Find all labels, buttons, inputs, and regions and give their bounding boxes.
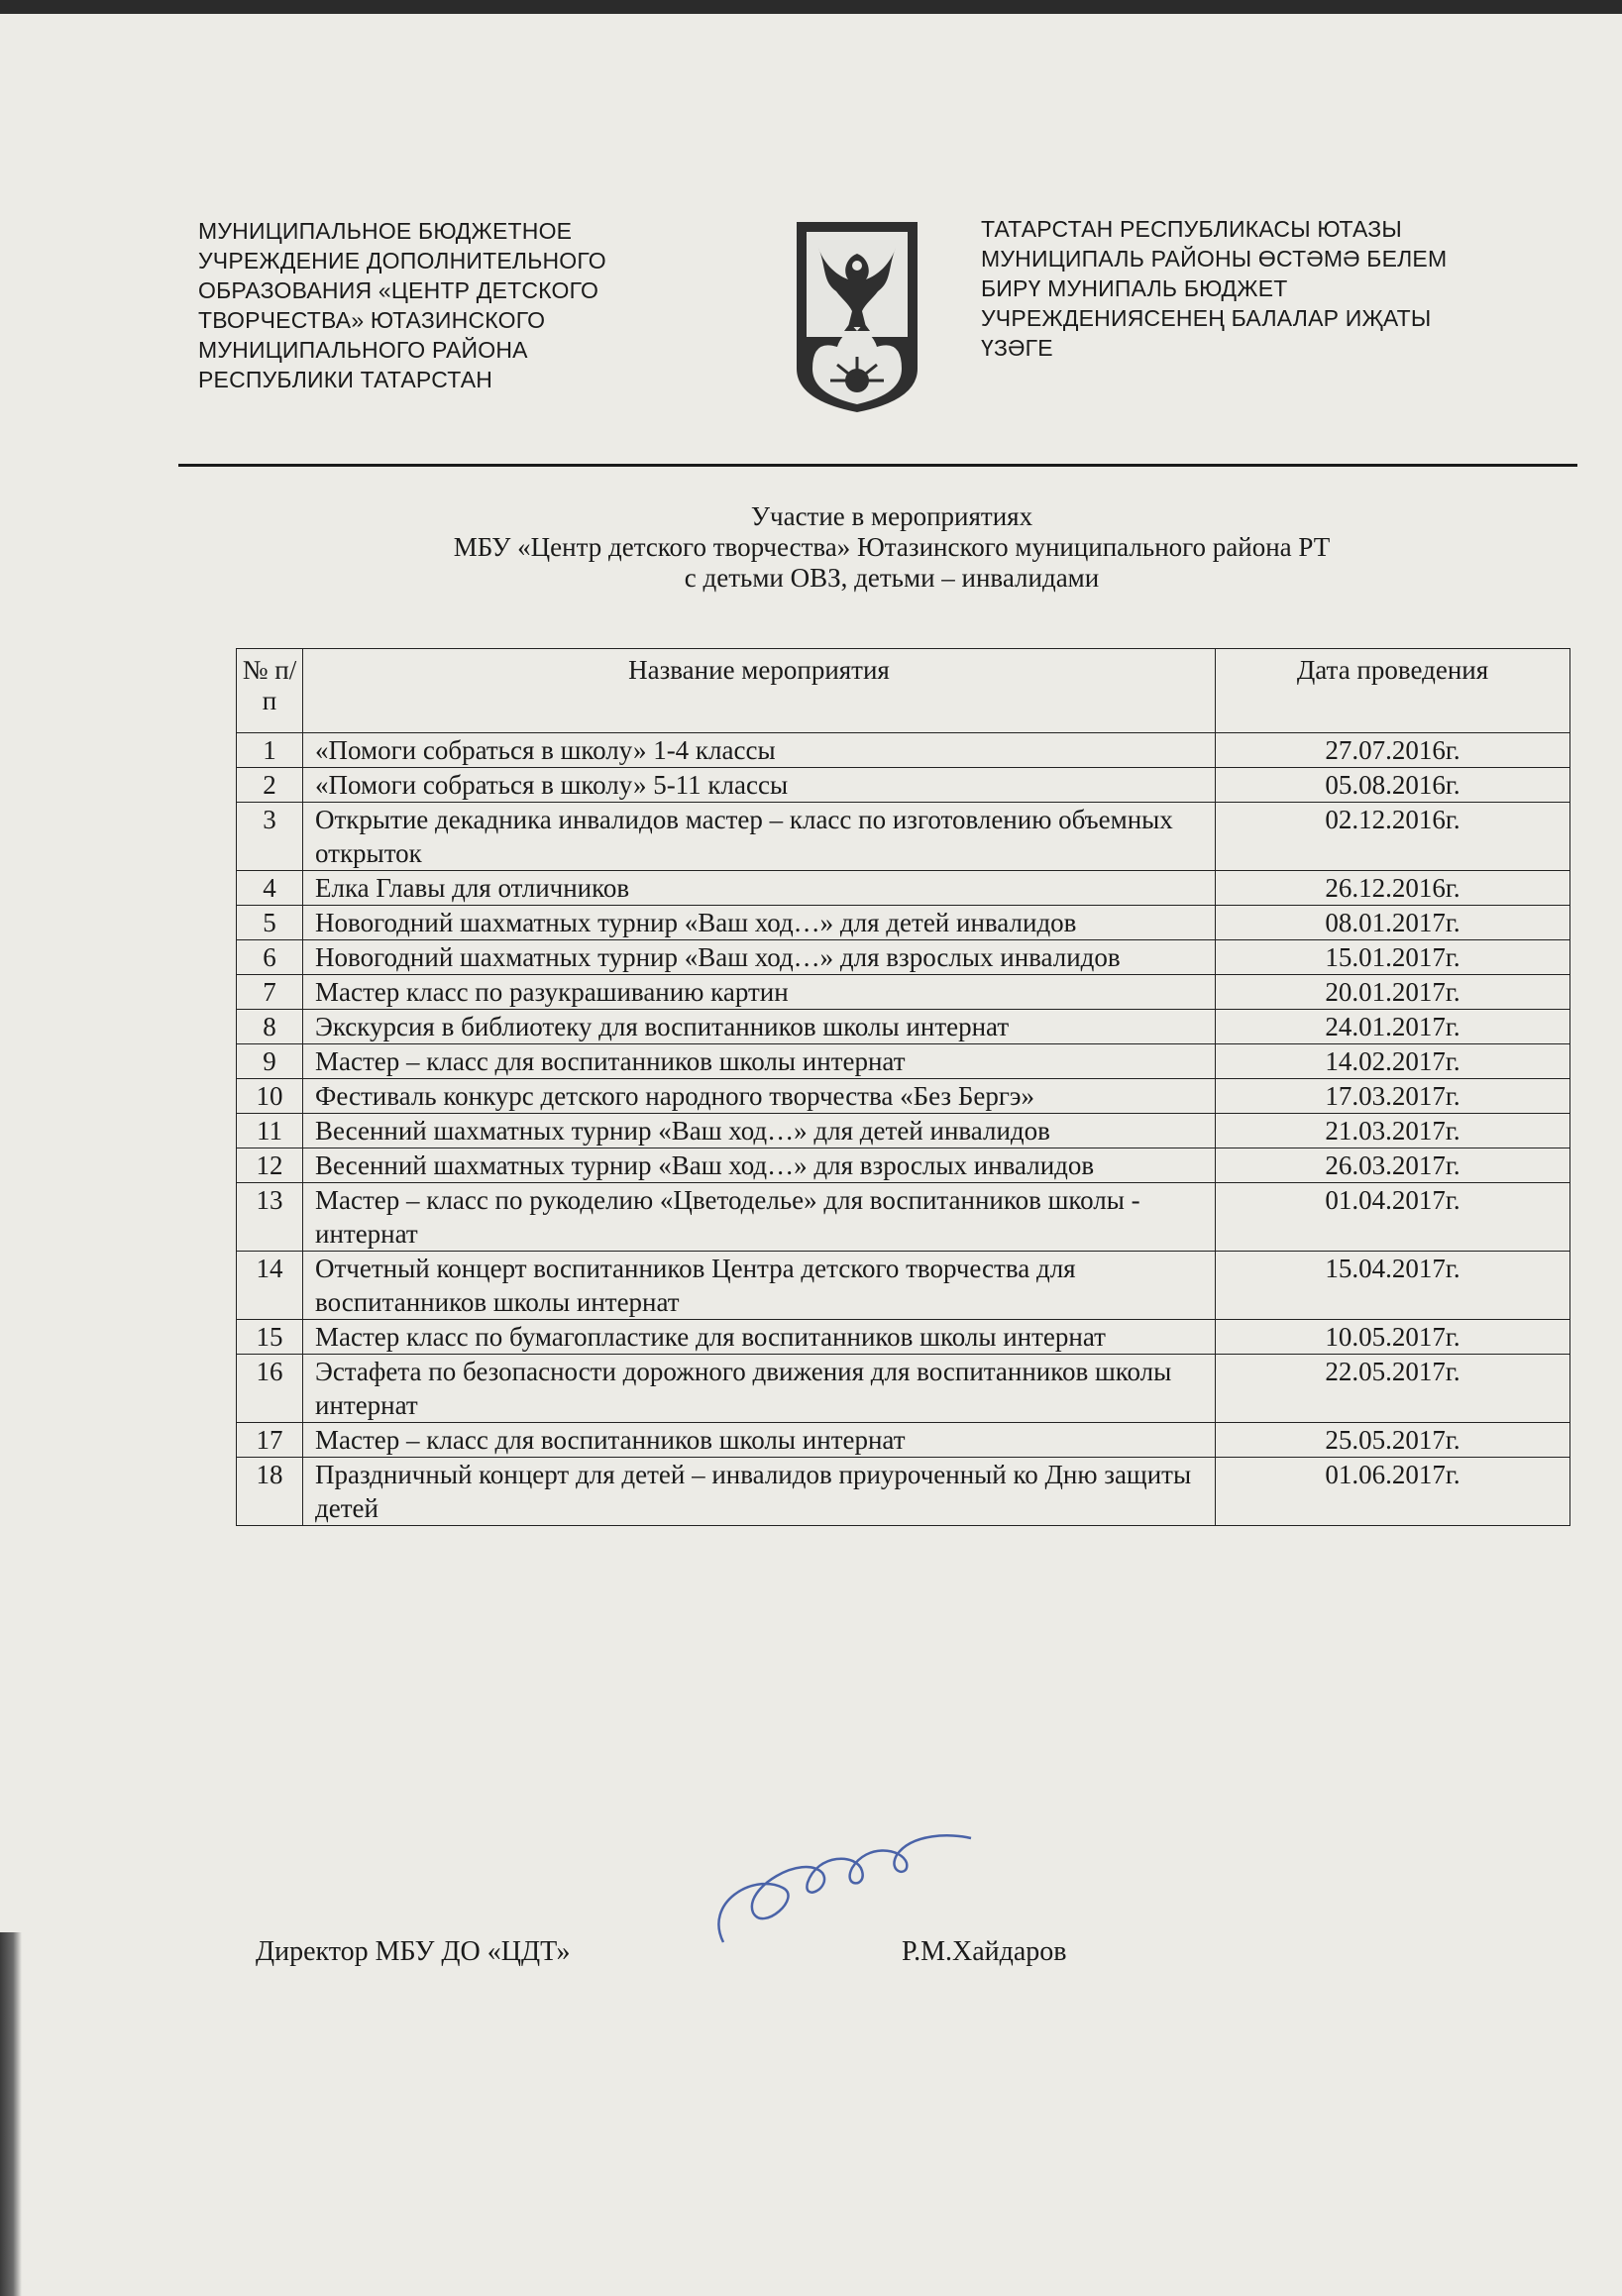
row-number: 14 [237, 1252, 303, 1320]
header-divider [178, 464, 1577, 467]
event-date: 26.12.2016г. [1216, 871, 1570, 906]
event-name: Новогодний шахматных турнир «Ваш ход…» для детей инвалидов [303, 906, 1216, 940]
event-date: 25.05.2017г. [1216, 1423, 1570, 1458]
event-name: Фестиваль конкурс детского народного творчества «Без Бергэ» [303, 1079, 1216, 1114]
table-row [237, 733, 1570, 768]
header-right-line: УЧРЕЖДЕНИЯСЕНЕҢ БАЛАЛАР ИҖАТЫ [981, 305, 1432, 331]
table-row [237, 975, 1570, 1010]
row-number: 5 [237, 906, 303, 940]
title-line: МБУ «Центр детского творчества» Ютазинского муниципального района РТ [453, 532, 1331, 562]
event-date: 21.03.2017г. [1216, 1114, 1570, 1148]
title-line: с детьми ОВЗ, детьми – инвалидами [684, 563, 1100, 593]
table-row [237, 1355, 1570, 1423]
row-number: 12 [237, 1148, 303, 1183]
coat-of-arms-bird-icon [793, 220, 921, 414]
event-name: Мастер – класс для воспитанников школы интернат [303, 1044, 1216, 1079]
table-row [237, 803, 1570, 871]
event-date: 01.06.2017г. [1216, 1458, 1570, 1526]
column-header-event-name: Название мероприятия [303, 649, 1216, 733]
table-row [237, 1458, 1570, 1526]
event-name: Весенний шахматных турнир «Ваш ход…» для взрослых инвалидов [303, 1148, 1216, 1183]
header-right-line: ҮЗӘГЕ [981, 335, 1053, 361]
event-date: 08.01.2017г. [1216, 906, 1570, 940]
event-name: «Помоги собраться в школу» 5-11 классы [303, 768, 1216, 803]
row-number: 8 [237, 1010, 303, 1044]
event-date: 15.04.2017г. [1216, 1252, 1570, 1320]
event-date: 15.01.2017г. [1216, 940, 1570, 975]
column-header-number: № п/п [237, 649, 303, 733]
event-date: 22.05.2017г. [1216, 1355, 1570, 1423]
row-number: 15 [237, 1320, 303, 1355]
row-number: 1 [237, 733, 303, 768]
header-left-line: УЧРЕЖДЕНИЕ ДОПОЛНИТЕЛЬНОГО [198, 248, 606, 273]
event-name: Мастер класс по бумагопластике для воспитанников школы интернат [303, 1320, 1216, 1355]
header-left-line: ОБРАЗОВАНИЯ «ЦЕНТР ДЕТСКОГО [198, 277, 599, 303]
table-row [237, 1148, 1570, 1183]
row-number: 2 [237, 768, 303, 803]
table-row [237, 940, 1570, 975]
row-number: 10 [237, 1079, 303, 1114]
event-name: Новогодний шахматных турнир «Ваш ход…» для взрослых инвалидов [303, 940, 1216, 975]
header-right-line: БИРҮ МУНИПАЛЬ БЮДЖЕТ [981, 275, 1288, 301]
table-row [237, 1114, 1570, 1148]
header-left-line: МУНИЦИПАЛЬНОГО РАЙОНА [198, 337, 528, 363]
event-date: 17.03.2017г. [1216, 1079, 1570, 1114]
event-name: Открытие декадника инвалидов мастер – класс по изготовлению объемных открыток [303, 803, 1216, 871]
row-number: 3 [237, 803, 303, 871]
row-number: 7 [237, 975, 303, 1010]
table-row [237, 1183, 1570, 1252]
table-row [237, 1320, 1570, 1355]
row-number: 11 [237, 1114, 303, 1148]
event-name: Праздничный концерт для детей – инвалидов приуроченный ко Дню защиты детей [303, 1458, 1216, 1526]
event-date: 24.01.2017г. [1216, 1010, 1570, 1044]
event-date: 14.02.2017г. [1216, 1044, 1570, 1079]
table-row [237, 1252, 1570, 1320]
table-row [237, 871, 1570, 906]
event-name: Эстафета по безопасности дорожного движения для воспитанников школы интернат [303, 1355, 1216, 1423]
row-number: 18 [237, 1458, 303, 1526]
table-row [237, 1044, 1570, 1079]
header-right-line: МУНИЦИПАЛЬ РАЙОНЫ ӨСТӘМӘ БЕЛЕМ [981, 246, 1448, 272]
table-row [237, 1010, 1570, 1044]
event-name: Отчетный концерт воспитанников Центра детского творчества для воспитанников школы интернат [303, 1252, 1216, 1320]
header-right-org-name [981, 214, 1575, 363]
header-left-line: МУНИЦИПАЛЬНОЕ БЮДЖЕТНОЕ [198, 218, 573, 244]
event-name: «Помоги собраться в школу» 1-4 классы [303, 733, 1216, 768]
event-name: Мастер класс по разукрашиванию картин [303, 975, 1216, 1010]
row-number: 13 [237, 1183, 303, 1252]
row-number: 17 [237, 1423, 303, 1458]
director-name: Р.М.Хайдаров [902, 1936, 1067, 1967]
table-header-row [237, 649, 1570, 733]
event-date: 27.07.2016г. [1216, 733, 1570, 768]
scan-left-edge [0, 1932, 22, 2296]
header-right-line: ТАТАРСТАН РЕСПУБЛИКАСЫ ЮТАЗЫ [981, 216, 1402, 242]
row-number: 9 [237, 1044, 303, 1079]
director-position: Директор МБУ ДО «ЦДТ» [256, 1936, 571, 1967]
header-left-line: ТВОРЧЕСТВА» ЮТАЗИНСКОГО [198, 307, 546, 333]
event-date: 26.03.2017г. [1216, 1148, 1570, 1183]
header-left-org-name [198, 216, 694, 394]
table-row [237, 1423, 1570, 1458]
title-line: Участие в мероприятиях [750, 501, 1033, 531]
table-row [237, 768, 1570, 803]
event-date: 05.08.2016г. [1216, 768, 1570, 803]
column-header-date: Дата проведения [1216, 649, 1570, 733]
event-date: 01.04.2017г. [1216, 1183, 1570, 1252]
event-date: 02.12.2016г. [1216, 803, 1570, 871]
table-row [237, 906, 1570, 940]
event-name: Экскурсия в библиотеку для воспитанников школы интернат [303, 1010, 1216, 1044]
row-number: 6 [237, 940, 303, 975]
event-name: Мастер – класс по рукоделию «Цветоделье» для воспитанников школы - интернат [303, 1183, 1216, 1252]
row-number: 4 [237, 871, 303, 906]
header-left-line: РЕСПУБЛИКИ ТАТАРСТАН [198, 367, 493, 392]
document-title [198, 501, 1585, 594]
event-name: Мастер – класс для воспитанников школы интернат [303, 1423, 1216, 1458]
event-date: 10.05.2017г. [1216, 1320, 1570, 1355]
events-table [236, 648, 1570, 1526]
event-date: 20.01.2017г. [1216, 975, 1570, 1010]
row-number: 16 [237, 1355, 303, 1423]
event-name: Елка Главы для отличников [303, 871, 1216, 906]
event-name: Весенний шахматных турнир «Ваш ход…» для детей инвалидов [303, 1114, 1216, 1148]
scan-top-edge [0, 0, 1622, 14]
table-row [237, 1079, 1570, 1114]
